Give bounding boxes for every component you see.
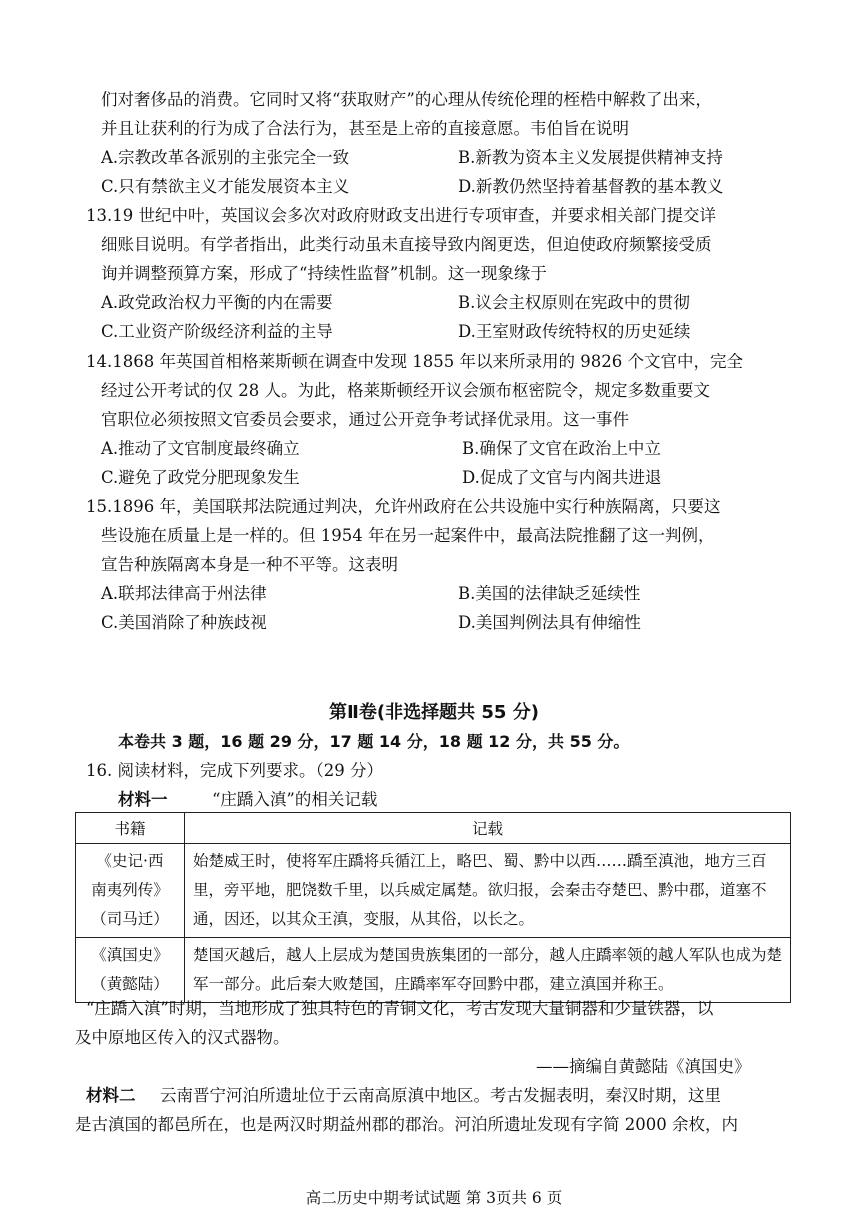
q12-option-c: C.只有禁欲主义才能发展资本主义 bbox=[101, 177, 350, 196]
book-line: 《滇国史》 bbox=[91, 946, 169, 964]
q16-material-1-heading bbox=[118, 790, 377, 810]
q13-option-b: B.议会主权原则在宪政中的贯彻 bbox=[458, 293, 690, 312]
book-line: （黄懿陆） bbox=[91, 975, 169, 993]
material-1-label: 材料一 bbox=[118, 790, 168, 809]
table-cell-record: 始楚威王时，使将军庄蹻将兵循江上，略巴、蜀、黔中以西……蹻至滇池，地方三百里，旁平地，肥饶数千里，以兵威定属楚。欲归报，会秦击夺楚巴、黔中郡，道塞不通，因还，以其众王滇，变服，从其俗，以长之。 bbox=[185, 844, 791, 938]
book-line: 南夷列传》 bbox=[91, 881, 169, 899]
q14-stem-line-2: 经过公开考试的仅 28 人。为此，格莱斯顿经开议会颁布枢密院令，规定多数重要文 bbox=[101, 381, 710, 400]
q15-stem-line-3: 宣告种族隔离本身是一种不平等。这表明 bbox=[101, 555, 398, 574]
page-footer: 高二历史中期考试试题 第 3页共 6 页 bbox=[305, 1189, 563, 1207]
book-line: （司马迁） bbox=[91, 910, 169, 928]
q13-stem-line-2: 细账目说明。有学者指出，此类行动虽未直接导致内阁更迭，但迫使政府频繁接受质 bbox=[101, 235, 712, 254]
material-1-title: “庄蹻入滇”的相关记载 bbox=[212, 790, 378, 809]
book-line: 《史记·西 bbox=[96, 852, 164, 870]
q13-stem-line-1: 13.19 世纪中叶，英国议会多次对政府财政支出进行专项审查，并要求相关部门提交详 bbox=[86, 206, 716, 225]
q13-stem-line-3: 询并调整预算方案，形成了“持续性监督”机制。这一现象缘于 bbox=[101, 264, 547, 283]
q15-option-d: D.美国判例法具有伸缩性 bbox=[458, 613, 641, 632]
table-row bbox=[76, 844, 791, 938]
q14-stem-line-3: 官职位必须按照文官委员会要求，通过公开竞争考试择优录用。这一事件 bbox=[101, 410, 629, 429]
material-2-label: 材料二 bbox=[86, 1086, 136, 1105]
table-row bbox=[76, 938, 791, 1003]
table-header-book: 书籍 bbox=[76, 813, 185, 844]
q14-option-d: D.促成了文官与内阁共进退 bbox=[462, 468, 662, 487]
material-2-line-2: 是古滇国的都邑所在，也是两汉时期益州郡的郡治。河泊所遗址发现有字简 2000 余枚，内 bbox=[75, 1115, 738, 1134]
material-1-note-line-1: “庄蹻入滇”时期，当地形成了独具特色的青铜文化，考古发现大量铜器和少量铁器，以 bbox=[86, 999, 714, 1018]
q14-option-c: C.避免了政党分肥现象发生 bbox=[101, 468, 300, 487]
table-cell-book bbox=[76, 844, 185, 938]
q12-option-d: D.新教仍然坚持着基督教的基本教义 bbox=[458, 177, 724, 196]
q16-prompt: 16. 阅读材料，完成下列要求。（29 分） bbox=[86, 761, 383, 780]
section-2-title: 第Ⅱ卷(非选择题共 55 分) bbox=[329, 702, 539, 723]
material-2-line-1 bbox=[86, 1086, 721, 1106]
q14-option-b: B.确保了文官在政治上中立 bbox=[462, 439, 661, 458]
material-1-source: ——摘编自黄懿陆《滇国史》 bbox=[536, 1057, 751, 1076]
q15-stem-line-1: 15.1896 年，美国联邦法院通过判决，允许州政府在公共设施中实行种族隔离，只要这 bbox=[86, 497, 721, 516]
q12-stem-line-2: 并且让获利的行为成了合法行为，甚至是上帝的直接意愿。韦伯旨在说明 bbox=[101, 119, 629, 138]
q15-stem-line-2: 些设施在质量上是一样的。但 1954 年在另一起案件中，最高法院推翻了这一判例， bbox=[101, 526, 715, 545]
table-header-row bbox=[76, 813, 791, 844]
q15-option-a: A.联邦法律高于州法律 bbox=[101, 584, 267, 603]
section-2-note: 本卷共 3 题，16 题 29 分，17 题 14 分，18 题 12 分，共 55 分。 bbox=[118, 732, 630, 751]
table-header-record: 记载 bbox=[185, 813, 791, 844]
q15-option-c: C.美国消除了种族歧视 bbox=[101, 613, 267, 632]
q13-option-c: C.工业资产阶级经济利益的主导 bbox=[101, 322, 333, 341]
material-1-note-line-2: 及中原地区传入的汉式器物。 bbox=[75, 1028, 290, 1047]
q13-option-d: D.王室财政传统特权的历史延续 bbox=[458, 322, 691, 341]
q13-option-a: A.政党政治权力平衡的内在需要 bbox=[101, 293, 333, 312]
q14-stem-line-1: 14.1868 年英国首相格莱斯顿在调查中发现 1855 年以来所录用的 9826 个文官中，完全 bbox=[86, 352, 743, 371]
q12-option-a: A.宗教改革各派别的主张完全一致 bbox=[101, 148, 350, 167]
material-2-text: 云南晋宁河泊所遗址位于云南高原滇中地区。考古发掘表明，秦汉时期，这里 bbox=[160, 1086, 721, 1105]
q15-option-b: B.美国的法律缺乏延续性 bbox=[458, 584, 641, 603]
table-cell-record: 楚国灭越后，越人上层成为楚国贵族集团的一部分，越人庄蹻率领的越人军队也成为楚军一部分。此后秦大败楚国，庄蹻率军夺回黔中郡，建立滇国并称王。 bbox=[185, 938, 791, 1003]
records-table bbox=[75, 812, 791, 1003]
table-cell-book bbox=[76, 938, 185, 1003]
q12-option-b: B.新教为资本主义发展提供精神支持 bbox=[458, 148, 723, 167]
q14-option-a: A.推动了文官制度最终确立 bbox=[101, 439, 300, 458]
q12-stem-line-1: 们对奢侈品的消费。它同时又将“获取财产”的心理从传统伦理的桎梏中解救了出来， bbox=[101, 90, 712, 109]
